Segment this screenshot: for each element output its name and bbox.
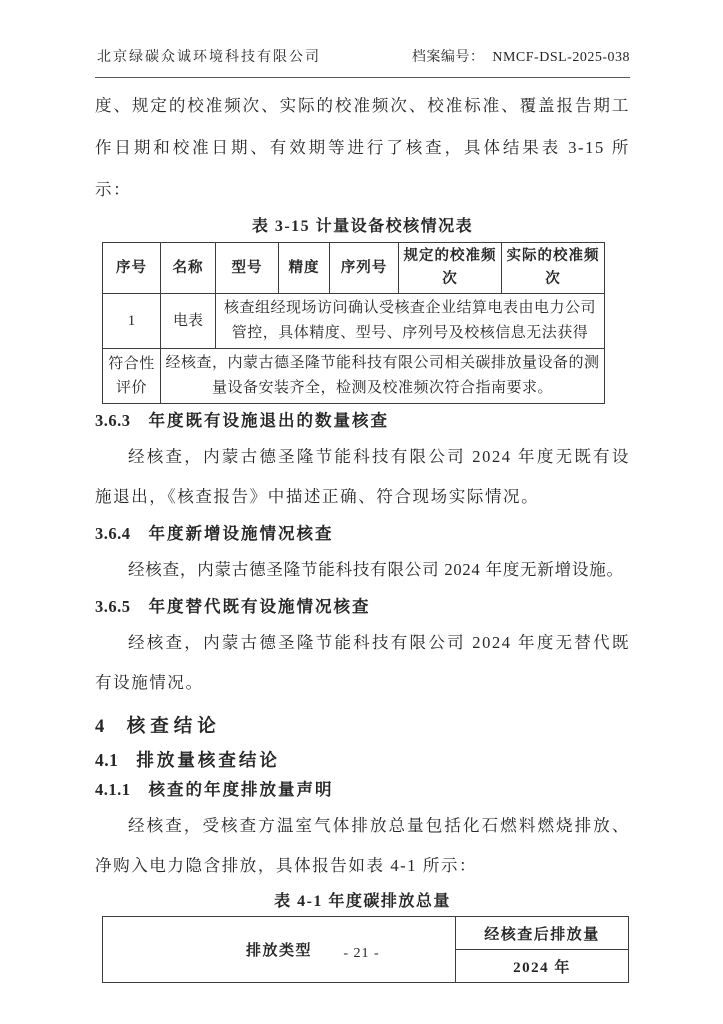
section-paragraph-3-6-5: 经核查，内蒙古德圣隆节能科技有限公司 2024 年度无替代既有设施情况。 xyxy=(95,633,630,692)
section-paragraph-3-6-3: 经核查，内蒙古德圣隆节能科技有限公司 2024 年度无既有设施退出，《核查报告》中描述正确、符合现场实际情况。 xyxy=(95,447,630,506)
device-name-cell: 电表 xyxy=(161,294,216,349)
section-heading-4-1 xyxy=(95,747,630,773)
section-title: 排放量核查结论 xyxy=(136,750,280,770)
column-header-precision: 精度 xyxy=(279,243,330,294)
section-number: 4.1.1 xyxy=(95,780,131,799)
intro-paragraph: 度、规定的校准频次、实际的校准频次、校准标准、覆盖报告期工作日期和校准日期、有效期等进行了核查，具体结果表 3-15 所示： xyxy=(95,96,630,199)
section-number: 4.1 xyxy=(95,750,119,770)
section-heading-3-6-5 xyxy=(95,595,630,618)
page-number: - 21 - xyxy=(343,946,380,961)
table-4-1-row-top xyxy=(103,917,629,950)
column-header-serial: 序列号 xyxy=(330,243,399,294)
section-number: 3.6.3 xyxy=(95,411,131,430)
section-heading-3-6-3 xyxy=(95,409,630,432)
conformity-text-cell: 经核查，内蒙古德圣隆节能科技有限公司相关碳排放量设备的测量设备安装齐全，检测及校准频次符合指南要求。 xyxy=(161,349,605,404)
column-header-model: 型号 xyxy=(216,243,279,294)
archive-number xyxy=(412,48,630,68)
section-heading-4-1-1 xyxy=(95,778,630,801)
verified-emission-cell: 经核查后排放量 xyxy=(456,917,629,950)
chapter-number: 4 xyxy=(95,717,105,737)
column-header-name: 名称 xyxy=(161,243,216,294)
column-header-required-frequency: 规定的校准频次 xyxy=(399,243,502,294)
section-paragraph-3-6-4: 经核查，内蒙古德圣隆节能科技有限公司 2024 年度无新增设施。 xyxy=(128,560,624,579)
document-header xyxy=(95,0,630,78)
device-seq-cell: 1 xyxy=(103,294,161,349)
section-number: 3.6.5 xyxy=(95,597,131,616)
chapter-title: 核查结论 xyxy=(126,717,221,737)
section-heading-3-6-4 xyxy=(95,522,630,545)
table-row-device xyxy=(103,294,605,349)
company-name: 北京绿碳众诚环境科技有限公司 xyxy=(97,50,321,65)
emission-type-cell: 排放类型 xyxy=(103,917,456,983)
section-title: 年度新增设施情况核查 xyxy=(148,524,334,543)
chapter-4-heading xyxy=(95,713,630,741)
section-title: 年度替代既有设施情况核查 xyxy=(148,597,371,616)
device-finding-cell: 核查组经现场访问确认受核查企业结算电表由电力公司管控，具体精度、型号、序列号及校核信息无法获得 xyxy=(216,294,605,349)
section-number: 3.6.4 xyxy=(95,524,131,543)
archive-number-label: 档案编号： xyxy=(411,50,485,65)
table-3-15 xyxy=(102,242,605,404)
table-3-15-title: 表 3-15 计量设备校核情况表 xyxy=(251,218,474,235)
table-row-conformity xyxy=(103,349,605,404)
table-3-15-header-row xyxy=(103,243,605,294)
year-2024-cell: 2024 年 xyxy=(456,950,629,983)
section-title: 核查的年度排放量声明 xyxy=(148,780,334,799)
section-title: 年度既有设施退出的数量核查 xyxy=(148,411,389,430)
page-content xyxy=(95,0,630,983)
conformity-label-cell: 符合性评价 xyxy=(103,349,161,404)
section-paragraph-4-1-1: 经核查，受核查方温室气体排放总量包括化石燃料燃烧排放、净购入电力隐含排放，具体报告如表 4-1 所示： xyxy=(95,816,630,875)
archive-number-value: NMCF-DSL-2025-038 xyxy=(492,50,630,65)
column-header-actual-frequency: 实际的校准频次 xyxy=(502,243,605,294)
table-4-1-title: 表 4-1 年度碳排放总量 xyxy=(274,893,451,910)
column-header-seq: 序号 xyxy=(103,243,161,294)
